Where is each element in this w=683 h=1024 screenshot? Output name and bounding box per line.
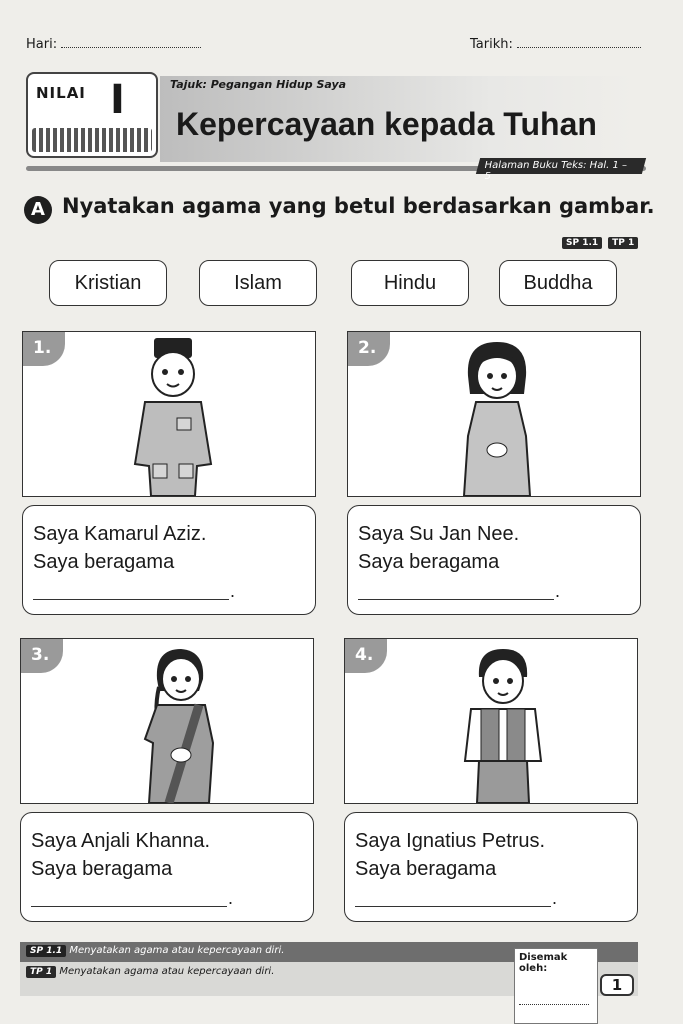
word-card-buddha[interactable]: Buddha <box>499 260 617 306</box>
checked-by-signature-blank[interactable] <box>519 1004 589 1005</box>
answer-box-1 <box>22 505 316 615</box>
footer-tp-tag: TP 1 <box>26 966 56 978</box>
item-number-badge: 3. <box>21 639 63 673</box>
picture-box-2 <box>347 331 641 497</box>
footer-tp-text: Menyatakan agama atau kepercayaan diri. <box>59 966 275 977</box>
boy-vest-illustration <box>453 643 553 804</box>
tp-tag: TP 1 <box>608 237 638 249</box>
nilai-number: I <box>110 77 125 123</box>
picture-box-1 <box>22 331 316 497</box>
item-number-badge: 2. <box>348 332 390 366</box>
barcode-decoration <box>32 128 152 152</box>
hari-field <box>26 36 201 52</box>
topic-label: Tajuk: Pegangan Hidup Saya <box>170 78 347 91</box>
answer-blank-4[interactable] <box>355 883 551 907</box>
footer-sp-tag: SP 1.1 <box>26 945 66 957</box>
checked-by-box <box>514 948 598 1024</box>
sentence-line-2: Saya beragama <box>355 858 497 880</box>
answer-blank-2[interactable] <box>358 576 554 600</box>
answer-blank-1[interactable] <box>33 576 229 600</box>
textbook-page-ref: Halaman Buku Teks: Hal. 1 – 5 <box>476 158 646 174</box>
word-card-islam[interactable]: Islam <box>199 260 317 306</box>
sentence-line-1: Saya Ignatius Petrus. <box>355 830 546 852</box>
girl-dress-illustration <box>452 336 542 497</box>
word-card-hindu[interactable]: Hindu <box>351 260 469 306</box>
standard-tags <box>562 230 644 249</box>
answer-box-3 <box>20 812 314 922</box>
nilai-box <box>26 72 158 158</box>
picture-box-3 <box>20 638 314 804</box>
hari-label: Hari: <box>26 37 58 52</box>
answer-blank-3[interactable] <box>31 883 227 907</box>
boy-songkok-illustration <box>123 336 223 497</box>
sentence-line-1: Saya Anjali Khanna. <box>31 830 211 852</box>
word-card-kristian[interactable]: Kristian <box>49 260 167 306</box>
page-number: 1 <box>600 974 634 996</box>
picture-box-4 <box>344 638 638 804</box>
section-letter: A <box>24 196 52 224</box>
section-instruction: Nyatakan agama yang betul berdasarkan gambar. <box>62 194 655 218</box>
sentence-line-2: Saya beragama <box>31 858 173 880</box>
answer-box-4 <box>344 812 638 922</box>
sentence-line-1: Saya Su Jan Nee. <box>358 523 520 545</box>
sp-tag: SP 1.1 <box>562 237 602 249</box>
girl-saree-illustration <box>129 643 229 804</box>
sentence-line-2: Saya beragama <box>33 551 175 573</box>
item-number-badge: 4. <box>345 639 387 673</box>
sentence-line-1: Saya Kamarul Aziz. <box>33 523 207 545</box>
page-title: Kepercayaan kepada Tuhan <box>176 106 597 142</box>
tarikh-label: Tarikh: <box>470 37 513 52</box>
tarikh-field <box>470 36 641 52</box>
tarikh-blank[interactable] <box>517 36 641 48</box>
nilai-label: NILAI <box>36 84 86 102</box>
checked-by-label: Disemak oleh: <box>519 952 568 974</box>
footer-sp-text: Menyatakan agama atau kepercayaan diri. <box>69 945 285 956</box>
hari-blank[interactable] <box>61 36 201 48</box>
sentence-line-2: Saya beragama <box>358 551 500 573</box>
item-number-badge: 1. <box>23 332 65 366</box>
answer-box-2 <box>347 505 641 615</box>
